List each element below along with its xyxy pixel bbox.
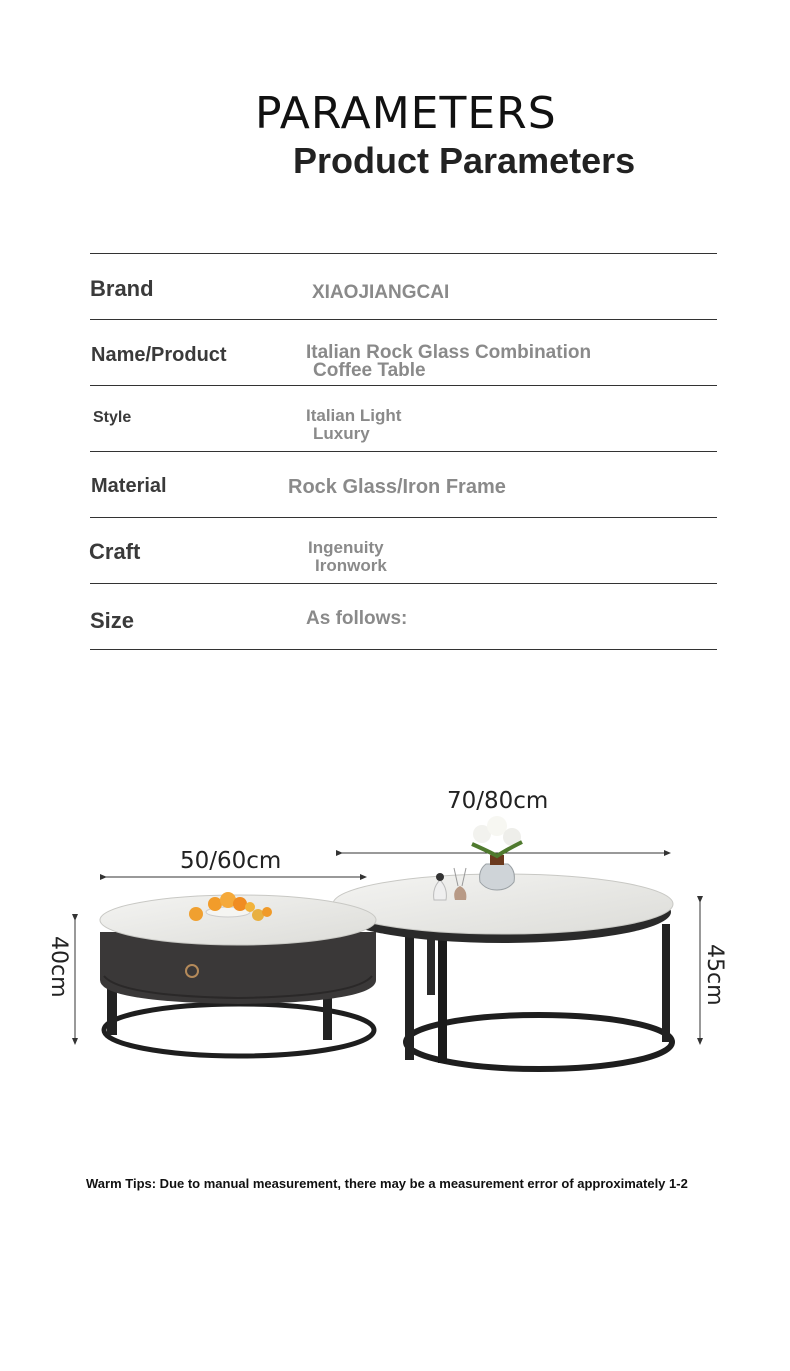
param-row-name-product <box>90 319 717 385</box>
param-label: Style <box>93 409 132 426</box>
param-label: Craft <box>89 539 141 564</box>
large-height-label: 45cm <box>702 944 727 1006</box>
product-dimension-illustration <box>0 740 790 1120</box>
small-height-label: 40cm <box>46 936 71 998</box>
param-row-style <box>90 385 717 451</box>
small-diameter-label: 50/60cm <box>180 848 282 874</box>
param-label: Brand <box>90 276 154 301</box>
large-diameter-label: 70/80cm <box>447 788 549 814</box>
param-value: Italian Light Luxury <box>306 406 402 443</box>
param-label: Size <box>90 608 135 633</box>
warm-tips-note: Warm Tips: Due to manual measurement, there may be a measurement error of approximately 1-2 <box>86 1176 688 1191</box>
param-value: As follows: <box>306 608 408 629</box>
page-title: Product Parameters <box>293 140 636 181</box>
small-coffee-table <box>100 892 376 1056</box>
param-value: XIAOJIANGCAI <box>312 282 450 303</box>
param-row-craft <box>90 517 717 583</box>
large-coffee-table <box>333 816 673 1069</box>
param-label: Material <box>91 475 167 497</box>
param-row-material <box>90 451 717 517</box>
page-title-english: PARAMETERS <box>255 88 557 139</box>
parameters-table <box>90 253 717 650</box>
param-value: Italian Rock Glass Combination Coffee Table <box>306 342 592 381</box>
param-row-size <box>90 583 717 650</box>
param-row-brand <box>90 253 717 319</box>
param-value: Rock Glass/Iron Frame <box>288 476 506 498</box>
param-value: Ingenuity Ironwork <box>308 538 387 575</box>
param-label: Name/Product <box>91 344 227 366</box>
